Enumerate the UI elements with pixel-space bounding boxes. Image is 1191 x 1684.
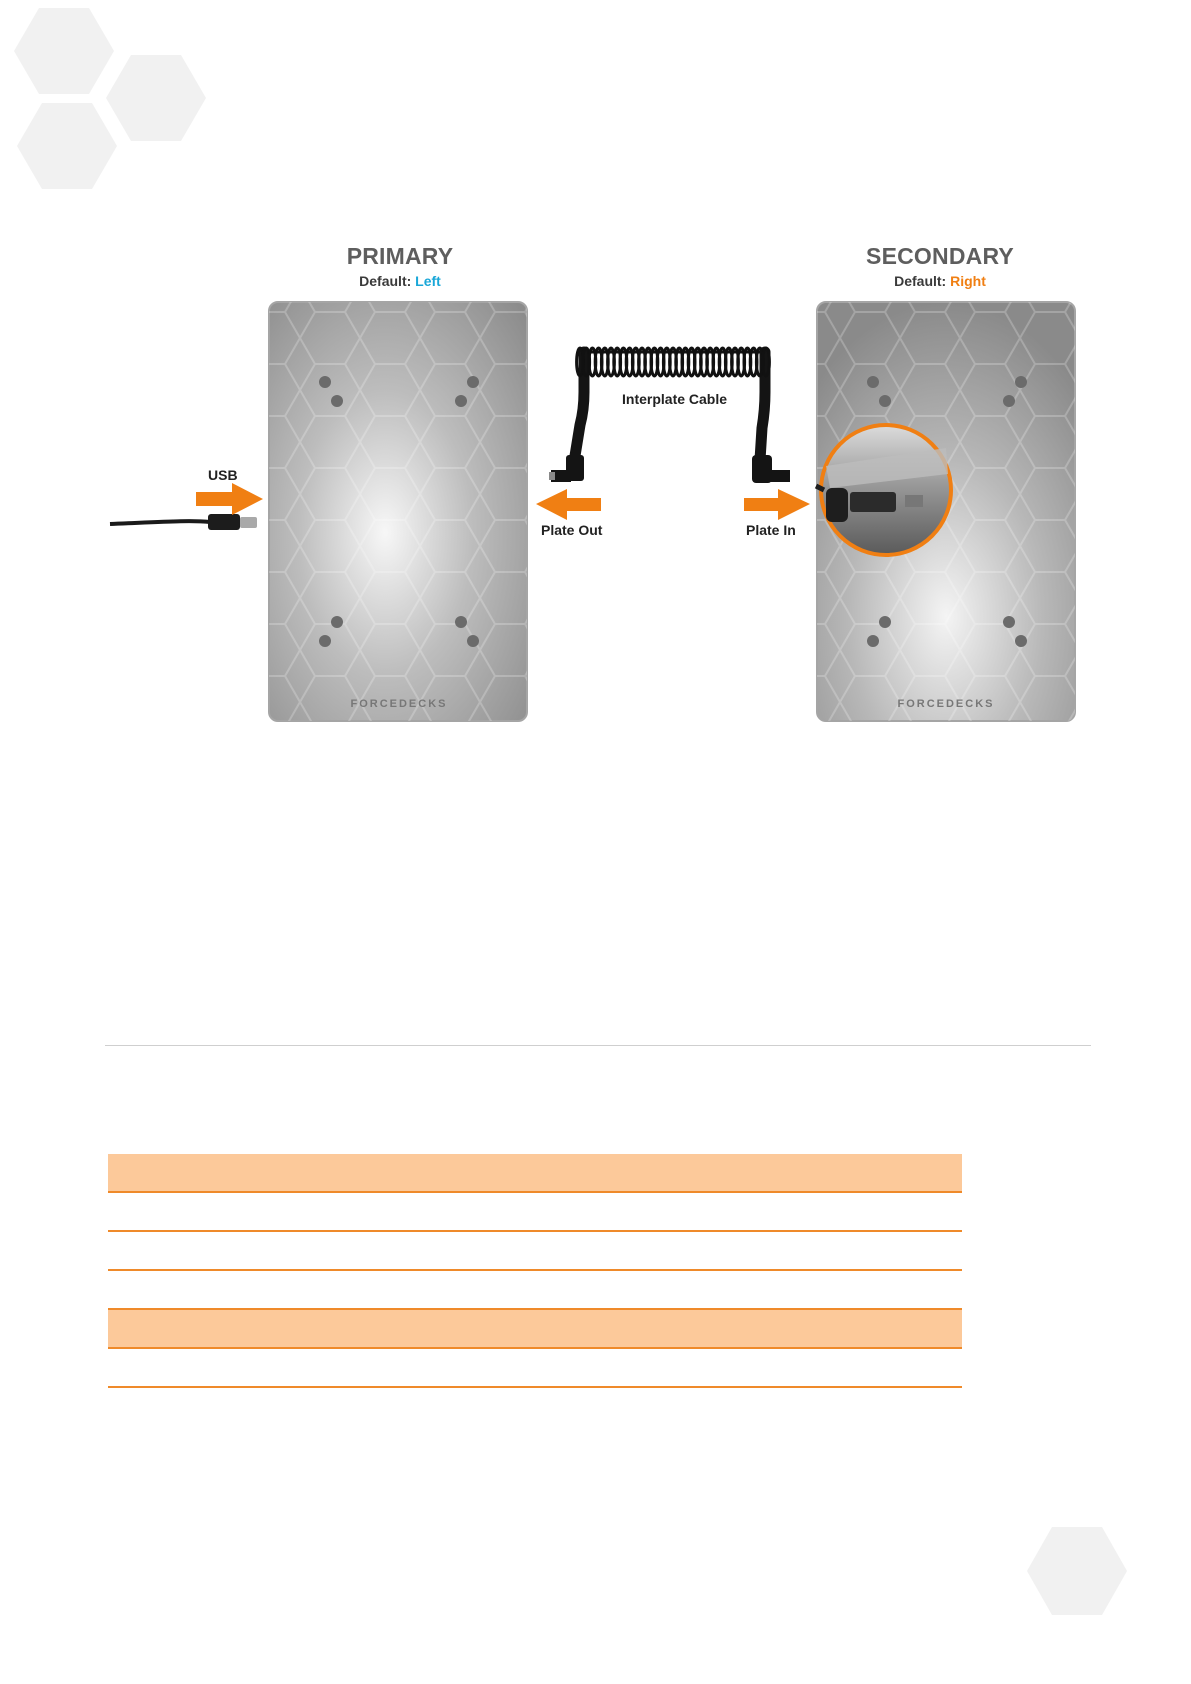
secondary-brand-mark: FORCEDECKS: [897, 698, 995, 710]
primary-brand-mark: FORCEDECKS: [350, 698, 448, 710]
secondary-default-prefix: Default:: [894, 273, 951, 289]
primary-title: PRIMARY: [346, 243, 454, 269]
plate-out-label: Plate Out: [541, 522, 603, 538]
bolt-icon: [455, 395, 467, 407]
bolt-icon: [331, 616, 343, 628]
usb-arrow: [196, 483, 263, 515]
info-table: [108, 1154, 962, 1388]
table-row: [108, 1349, 962, 1388]
secondary-default-value: Right: [950, 273, 986, 289]
bolt-icon: [1003, 395, 1015, 407]
bolt-icon: [319, 376, 331, 388]
primary-default-prefix: Default:: [359, 273, 416, 289]
bolt-icon: [867, 376, 879, 388]
plate-connection-diagram: [0, 0, 1191, 760]
bolt-icon: [1003, 616, 1015, 628]
bolt-icon: [1015, 376, 1027, 388]
bolt-icon: [879, 395, 891, 407]
interplate-cable-label: Interplate Cable: [622, 391, 728, 407]
usb-cable: [110, 514, 257, 530]
bolt-icon: [319, 635, 331, 647]
primary-default-value: Left: [415, 273, 441, 289]
plate-in-label: Plate In: [746, 522, 796, 538]
table-row: [108, 1271, 962, 1310]
interplate-cable: [549, 348, 790, 483]
table-row: [108, 1154, 962, 1193]
bolt-icon: [455, 616, 467, 628]
table-row: [108, 1310, 962, 1349]
usb-label: USB: [208, 467, 238, 483]
secondary-title: SECONDARY: [866, 243, 1014, 269]
bolt-icon: [879, 616, 891, 628]
bolt-icon: [331, 395, 343, 407]
plate-out-arrow: [536, 489, 601, 520]
bolt-icon: [467, 635, 479, 647]
bolt-icon: [867, 635, 879, 647]
table-row: [108, 1193, 962, 1232]
hexagon-decoration-bottom-right: [1025, 1525, 1135, 1620]
table-row: [108, 1232, 962, 1271]
bolt-icon: [467, 376, 479, 388]
bolt-icon: [1015, 635, 1027, 647]
cable-coil: [577, 348, 770, 376]
section-divider: [105, 1045, 1091, 1046]
plate-in-arrow: [744, 489, 810, 520]
primary-plate: [269, 302, 527, 721]
